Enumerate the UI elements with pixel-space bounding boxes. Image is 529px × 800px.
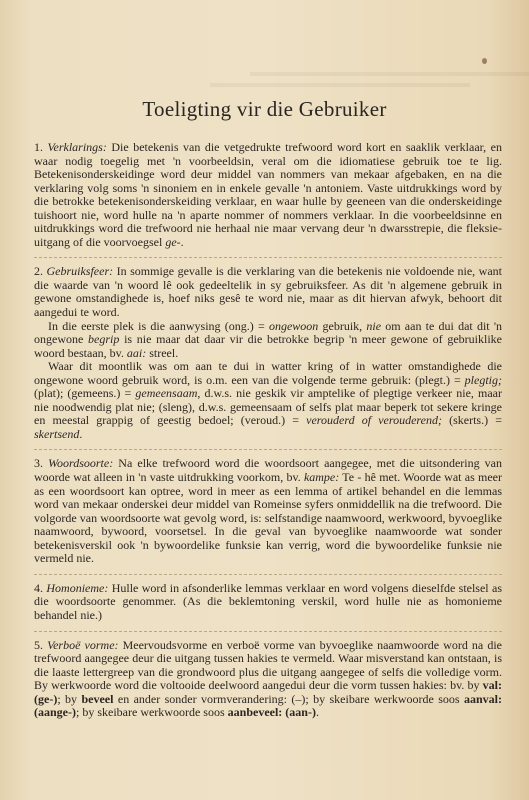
section-divider (34, 449, 502, 450)
text-run: ongewoon (268, 318, 319, 333)
section-paragraph (34, 265, 502, 319)
text-run: aai: (126, 345, 147, 360)
section-number: 2. (34, 264, 47, 279)
section-paragraph (34, 582, 502, 623)
section-divider (34, 574, 502, 575)
text-run: , d.w.s. nie geskik vir amptelike of plegtige verkeer nie, maar nie noodwendig plat nie; (sleng), d.w.s. gemeensaam of selfs plat maar beperk tot sekere kringe en meestal grappig of geestig bedoel; (veroud.) = (34, 386, 502, 428)
section-paragraph (34, 360, 502, 441)
section-2 (34, 261, 502, 446)
text-run: Te - hê met. Woorde wat as meer as een woordsoort kan optree, word in meer as een lemma of artikel behandel en die lemmas word van mekaar onderskei deur middel van Romeinse syfers onmiddellik na die trefwoord. Die volgorde van woordsoorte wat gevolg word, is: selfstandige naamwoord, werkwoord, byvoeglike naamwoord, bywoord, voorsetsel. In die geval van byvoeglike naamwoorde wat sonder betekenisverskil ook 'n bywoordelike funksie kan verrig, word die bywoordelike funksie nie vermeld nie. (34, 470, 502, 566)
text-run: (plat); (gemeens.) = (34, 386, 136, 401)
section-divider (34, 257, 502, 258)
section-paragraph (34, 457, 502, 565)
text-run: gemeensaam (135, 386, 198, 401)
text-run: . (315, 705, 319, 720)
section-paragraph (34, 141, 502, 249)
text-run: . (79, 426, 83, 441)
text-run: kampe: (303, 470, 340, 485)
page-fleck (482, 58, 487, 64)
section-4 (34, 578, 502, 628)
text-run: verouderd of verouderend; (306, 413, 442, 428)
section-number: 1. (34, 140, 48, 154)
section-number: 4. (34, 580, 47, 595)
text-run: Die betekenis van die vetgedrukte trefwoord word kort en saaklik verklaar, en waar nodig toegelig met 'n voorbeeldsin, veral om die idiomatiese gebruik toe te lig. Betekenisonderskeidinge word deur middel van nommers van mekaar afgebaken, en na die verklaring volg soms 'n sinoniem en in enkele gevalle 'n antoniem. Vaste uitdrukkings word by die betrokke betekenisonderskeiding verklaar, en waar hulle by geeneen van die onderskeidinge tuishoort nie, word hulle na 'n aparte nommer of nommers verklaar. In die voorbeeldsinne en uitdrukkings word die trefwoord nie herhaal nie maar vervang deur 'n dwarsstrepie, die fleksie-uitgang of die voorvoegsel (34, 140, 503, 249)
text-run: Meervoudsvorme en verboë vorme van byvoeglike naamwoorde word na die trefwoord aangegee deur die uitgang tussen hakies te vermeld. Waar misverstand kan ontstaan, is die laaste lettergreep van die grondwoord plus die uitgang aangegee of selfs die volledige vorm. By werkwoorde word die voltooide deelwoord aangedui deur die vorm tussen hakies: bv. by (34, 637, 503, 693)
text-run: plegtig; (464, 372, 502, 387)
section-number: 5. (34, 637, 48, 652)
section-heading: Verboë vorme: (47, 637, 119, 652)
section-divider (34, 631, 502, 632)
text-run: val: (ge-) (34, 678, 502, 706)
text-run: ; by skeibare werkwoorde soos (76, 705, 228, 720)
section-3 (34, 453, 502, 570)
section-1 (34, 137, 502, 254)
text-run: nie (366, 318, 382, 333)
section-heading: Gebruiksfeer: (46, 264, 114, 279)
text-run: Na elke trefwoord word die woordsoort aangegee, met die uitsondering van woorde wat alleen in 'n vaste uitdrukking voorkom, bv. (34, 456, 503, 485)
section-paragraph (34, 320, 502, 361)
text-run: Waar dit moontlik was om aan te dui in watter kring of in watter omstandighede die ongewone woord gebruik word, is o.m. een van die volgende terme gebruik: (plegt.) = (34, 359, 502, 387)
section-paragraph (34, 639, 502, 720)
section-5 (34, 635, 502, 725)
text-run: beveel (81, 691, 114, 706)
text-run: ; by (57, 691, 82, 706)
page-title: Toeligting vir die Gebruiker (142, 97, 387, 121)
text-run: In die eerste plek is die aanwysing (ong.) = (48, 318, 269, 333)
text-run: Hulle word in afsonderlike lemmas verklaar en word volgens dieselfde stelsel as die woordsoorte genommer. (As die beklemtoning verskil, word hulle nie as homonieme behandel nie.) (34, 580, 503, 622)
text-run: begrip (88, 332, 120, 347)
text-run: In sommige gevalle is die verklaring van die betekenis nie voldoende nie, want die waarde van 'n woord lê ook gedeeltelik in sy gebruiksfeer. As dit 'n algemene gebruik in gewone omstandighede is, hoef niks gesê te word nie, maar as dit hiervan afwyk, behoort dit aangedui te word. (34, 264, 502, 320)
text-run: aanval: (aange-) (34, 691, 502, 720)
page-content (34, 137, 502, 725)
text-run: gebruik, (318, 318, 367, 333)
text-run: is nie maar dat daar vir die betrokke begrip 'n meer gewone of gebruiklike woord bestaan, bv. (34, 332, 502, 360)
text-run: streel. (146, 345, 179, 360)
text-run: aanbeveel: (aan-) (227, 705, 316, 720)
text-run: ge- (165, 234, 181, 249)
section-heading: Homonieme: (46, 580, 109, 595)
text-run: om aan te dui dat dit 'n ongewone (34, 318, 502, 347)
text-run: skertsend (34, 426, 80, 441)
section-heading: Woordsoorte: (48, 456, 114, 471)
text-run: (skerts.) = (441, 413, 502, 428)
section-number: 3. (34, 456, 49, 471)
text-run: . (180, 234, 184, 249)
text-run: en ander sonder vormverandering: (–); by skeibare werkwoorde soos (113, 691, 464, 706)
section-heading: Verklarings: (47, 140, 107, 154)
